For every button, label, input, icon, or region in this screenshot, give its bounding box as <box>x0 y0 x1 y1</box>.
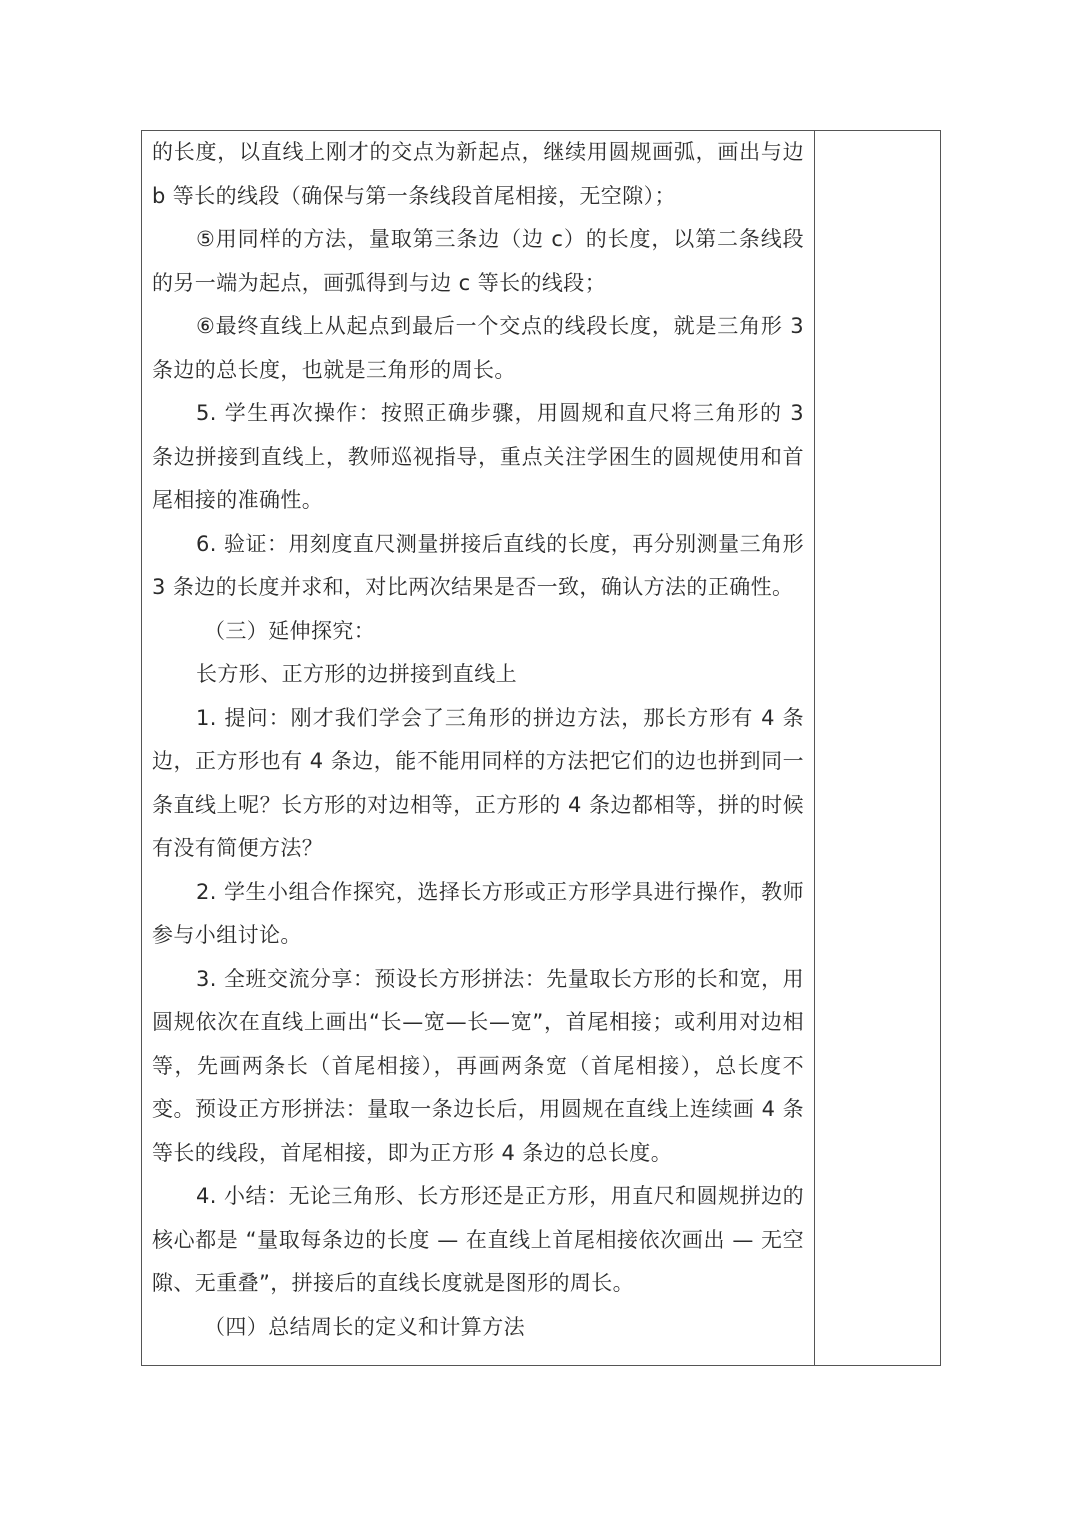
paragraph-group-work: 2. 学生小组合作探究，选择长方形或正方形学具进行操作，教师参与小组讨论。 <box>152 879 804 947</box>
paragraph-step-5: ⑤用同样的方法，量取第三条边（边 c）的长度，以第二条线段的另一端为起点，画弧得到与边 c 等长的线段； <box>152 227 804 295</box>
subheading-rectangle-square: 长方形、正方形的边拼接到直线上 <box>196 662 517 686</box>
paragraph-verification: 6. 验证：用刻度直尺测量拼接后直线的长度，再分别测量三角形 3 条边的长度并求和，对比两次结果是否一致，确认方法的正确性。 <box>152 531 804 599</box>
paragraph-question: 1. 提问：刚才我们学会了三角形的拼边方法，那长方形有 4 条边，正方形也有 4 条边，能不能用同样的方法把它们的边也拼到同一条直线上呢？长方形的对边相等，正方形的 4 条边都相等，拼的时候有没有简便方法？ <box>152 705 804 860</box>
notes-cell <box>816 131 940 1365</box>
paragraph-step-6: ⑥最终直线上从起点到最后一个交点的线段长度，就是三角形 3条边的总长度，也就是三角形的周长。 <box>152 314 804 382</box>
paragraph-class-sharing: 3. 全班交流分享：预设长方形拼法：先量取长方形的长和宽，用圆规依次在直线上画出“长—宽—长—宽”，首尾相接；或利用对边相等，先画两条长（首尾相接），再画两条宽（首尾相接），总长度不变。预设正方形拼法：量取一条边长后，用圆规在直线上连续画 4 条等长的线段，首尾相接，即为正方形 4 条边的总长度。 <box>152 966 804 1165</box>
section-heading-extension: （三）延伸探究： <box>204 618 376 643</box>
lesson-plan-table <box>141 130 941 1366</box>
paragraph-summary: 4. 小结：无论三角形、长方形还是正方形，用直尺和圆规拼边的核心都是 “量取每条边的长度 — 在直线上首尾相接依次画出 — 无空隙、无重叠”，拼接后的直线长度就是图形的周长。 <box>152 1184 804 1295</box>
content-cell <box>152 131 804 1349</box>
paragraph-continuation: 的长度，以直线上刚才的交点为新起点，继续用圆规画弧，画出与边b 等长的线段（确保与第一条线段首尾相接，无空隙）； <box>152 140 804 208</box>
section-heading-summary: （四）总结周长的定义和计算方法 <box>204 1314 525 1339</box>
paragraph-student-operation: 5. 学生再次操作：按照正确步骤，用圆规和直尺将三角形的 3 条边拼接到直线上，教师巡视指导，重点关注学困生的圆规使用和首尾相接的准确性。 <box>152 401 804 512</box>
column-divider <box>814 131 815 1365</box>
